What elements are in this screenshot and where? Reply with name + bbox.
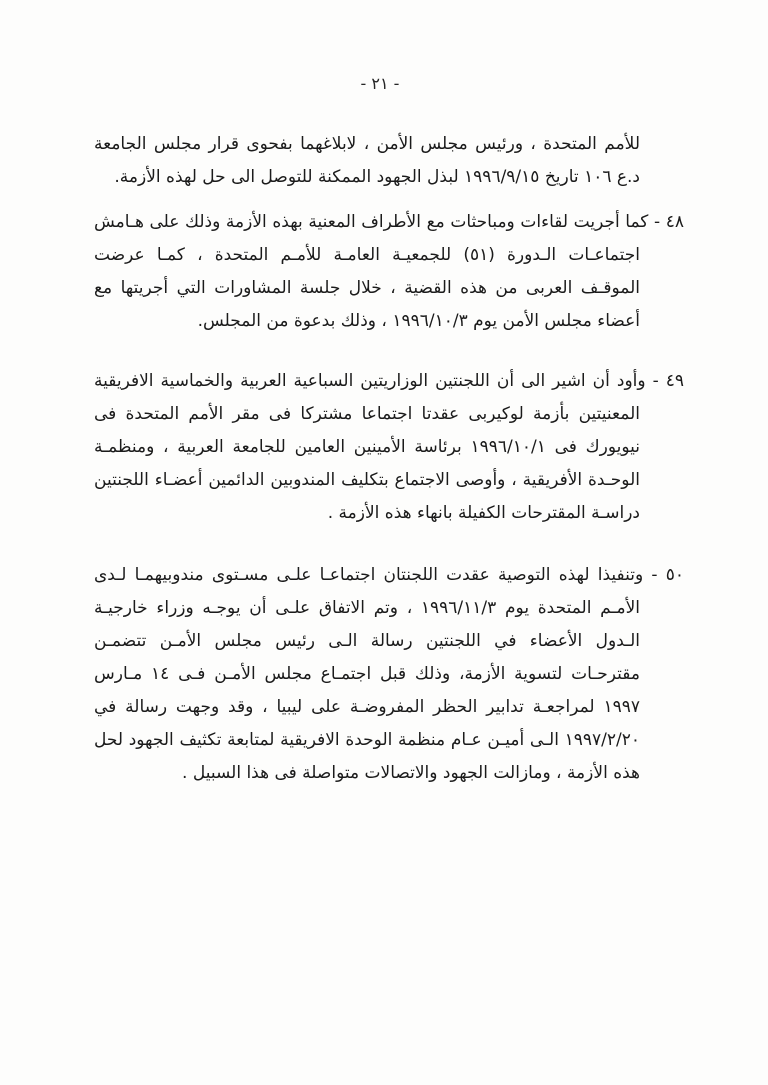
paragraph-continuation bbox=[94, 128, 684, 194]
paragraph-number: ٤٩ - bbox=[652, 371, 685, 391]
paragraph-48 bbox=[94, 206, 684, 338]
paragraph-text: كما أجريت لقاءات ومباحثات مع الأطراف المعنية بهذه الأزمة وذلك على هـامش اجتماعـات الـدورة (٥١) للجمعيـة العامـة للأمـم المتحدة ، كمـا عرضت الموقـف العربى من هذه القضية ، خلال جلسة المشاورات التي أجريتها مع أعضاء مجلس الأمن يوم ١٩٩٦/١٠/٣ ، وذلك بدعوة من المجلس. bbox=[94, 212, 649, 331]
page-number: - ٢١ - bbox=[360, 74, 400, 93]
document-body bbox=[94, 128, 684, 790]
paragraph-49 bbox=[94, 365, 684, 530]
paragraph-text: للأمم المتحدة ، ورئيس مجلس الأمن ، لابلاغهما بفحوى قرار مجلس الجامعة د.ع ١٠٦ تاريخ ١٩٩٦/٩/١٥ لبذل الجهود الممكنة للتوصل الى حل لهذه الأزمة. bbox=[94, 134, 640, 187]
paragraph-text: وأود أن اشير الى أن اللجنتين الوزاريتين السباعية العربية والخماسية الافريقية المعنيتين بأزمة لوكيربى عقدتا اجتماعا مشتركا فى مقر الأمم المتحدة فى نيويورك فى ١٩٩٦/١٠/١ برئاسة الأمينين العامين للجامعة العربية ، ومنظمـة الوحـدة الأفريقية ، وأوصى الاجتماع بتكليف المندوبين الدائمين أعضـاء اللجنتين دراسـة المقترحات الكفيلة بانهاء هذه الأزمة . bbox=[94, 371, 646, 523]
paragraph-50 bbox=[94, 559, 684, 790]
paragraph-number: ٥٠ - bbox=[651, 565, 684, 585]
paragraph-text: وتنفيذا لهذه التوصية عقدت اللجنتان اجتماعـا علـى مسـتوى مندوبيهمـا لـدى الأمـم المتحدة يوم ١٩٩٦/١١/٣ ، وتم الاتفاق علـى أن يوجـه وزراء خارجيـة الـدول الأعضاء في اللجنتين رسالة الـى رئيس مجلس الأمـن تتضمـن مقترحـات لتسوية الأزمة، وذلك قبل اجتمـاع مجلس الأمـن فـى ١٤ مـارس ١٩٩٧ لمراجعـة تدابير الحظر المفروضـة على ليبيا ، وقد وجهت رسالة في ١٩٩٧/٢/٢٠ الـى أميـن عـام منظمة الوحدة الافريقية لمتابعة تكثيف الجهود لحل هذه الأزمة ، ومازالت الجهود والاتصالات متواصلة فى هذا السبيل . bbox=[94, 565, 644, 783]
paragraph-number: ٤٨ - bbox=[654, 212, 685, 232]
